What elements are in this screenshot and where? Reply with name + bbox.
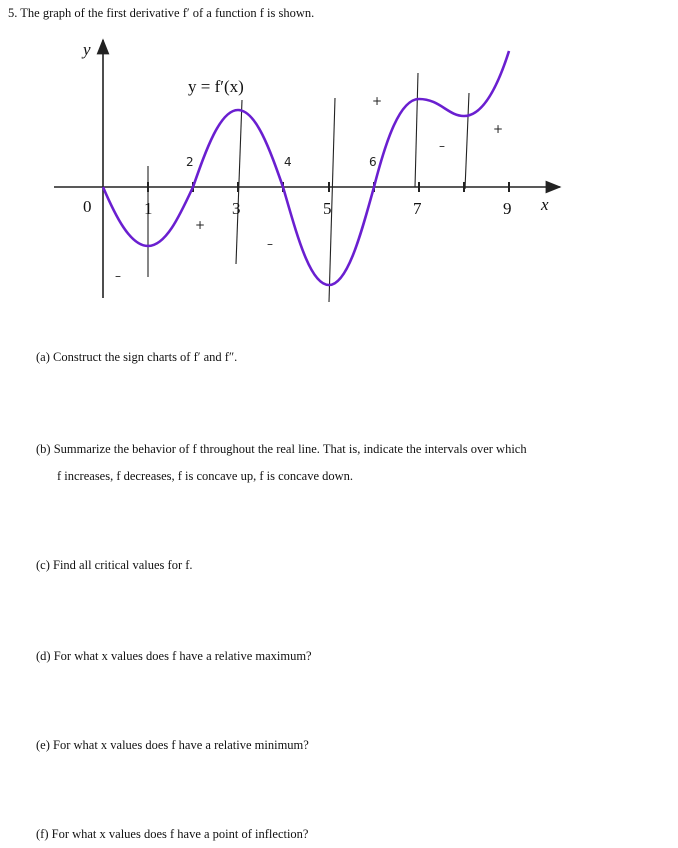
hand-sign: – [439, 139, 445, 153]
curve-label: y = f′(x) [188, 77, 244, 96]
hand-label: 2 [186, 155, 194, 169]
part-b-line2: f increases, f decreases, f is concave up, f is concave down. [57, 469, 354, 483]
x-axis-label: x [541, 195, 549, 214]
part-c: (c) Find all critical values for f. [36, 558, 193, 572]
question-text: The graph of the first derivative f′ of a function f is shown. [20, 6, 315, 20]
tick-label: 0 [83, 197, 92, 216]
part-f: (f) For what x values does f have a point of inflection? [36, 827, 309, 841]
part-d: (d) For what x values does f have a relative maximum? [36, 649, 312, 663]
part-a: (a) Construct the sign charts of f′ and f″. [36, 350, 238, 364]
tick-label: 7 [413, 199, 422, 218]
hand-sign: + [493, 122, 504, 136]
hand-label: 6 [369, 155, 377, 169]
tick-label: 9 [503, 199, 512, 218]
derivative-curve [103, 51, 509, 285]
hand-sign: – [115, 269, 121, 283]
part-e: (e) For what x values does f have a relative minimum? [36, 738, 309, 752]
question-number: 5. [8, 6, 18, 20]
hand-sign: + [372, 94, 383, 108]
y-axis-label: y [83, 40, 91, 59]
tick-label: 5 [323, 199, 332, 218]
hand-sign: + [195, 218, 206, 232]
part-b-line1: (b) Summarize the behavior of f throughout the real line. That is, indicate the intervals over which [36, 442, 527, 456]
hand-sign: – [267, 237, 273, 251]
derivative-graph [0, 0, 678, 320]
tick-label: 1 [144, 199, 153, 218]
tick-label: 3 [232, 199, 241, 218]
hand-label: 4 [284, 155, 292, 169]
